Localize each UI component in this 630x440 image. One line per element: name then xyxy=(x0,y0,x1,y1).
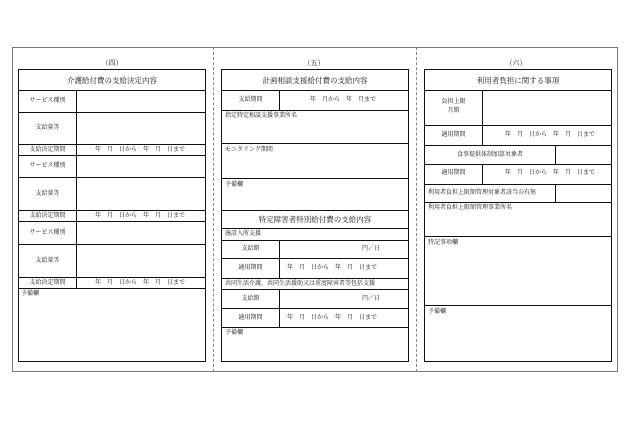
meal-provision-label: 食事提供体制加算対象者 xyxy=(456,151,523,158)
applicable-period-value: 年 月 日から 年 月 日まで xyxy=(505,169,596,176)
applicable-period-value: 年 月 日から 年 月 日まで xyxy=(505,131,596,138)
period-value: 年 月から 年 月まで xyxy=(310,96,377,103)
period-value: 年 月 日から 年 月 日まで xyxy=(95,212,186,219)
period-value: 年 月 日から 年 月 日まで xyxy=(95,279,186,286)
service-type-label: サービス種別 xyxy=(29,162,66,169)
remarks-label: 予備欄 xyxy=(21,290,40,297)
pay-amount-label: 支給額 xyxy=(241,295,260,302)
applicable-period-label: 適用期間 xyxy=(441,131,466,138)
remarks-label: 予備欄 xyxy=(225,181,244,188)
remarks-label: 予備欄 xyxy=(225,329,244,336)
period-label: 支給期間 xyxy=(238,96,263,103)
facility-support-label: 施設入所支援 xyxy=(225,230,262,237)
amount-label: 支給量等 xyxy=(35,124,60,131)
monthly-label: 月額 xyxy=(447,107,460,114)
monitoring-label: モニタリング期間 xyxy=(225,146,273,153)
panel-title: 計画相談支援給付費の支給内容 xyxy=(262,76,368,85)
limit-management-office-label: 利用者負担上限額管理事業所名 xyxy=(428,204,513,211)
panel-title: 介護給付費の支給決定内容 xyxy=(67,76,157,85)
yen-per-day: 円／日 xyxy=(362,245,381,252)
amount-label: 支給量等 xyxy=(35,257,60,264)
pay-amount-label: 支給額 xyxy=(241,245,260,252)
period-label: 支給決定期間 xyxy=(29,146,66,153)
user-burden-panel xyxy=(424,69,612,362)
period-label: 支給決定期間 xyxy=(29,279,66,286)
amount-label: 支給量等 xyxy=(35,190,60,197)
limit-label: 負担上限 xyxy=(441,98,466,105)
limit-management-flag-label: 利用者負担上限額管理対象者該当の有無 xyxy=(428,189,537,196)
applicable-period-value: 年 月 日から 年 月 日まで xyxy=(287,314,378,321)
period-value: 年 月 日から 年 月 日まで xyxy=(95,146,186,153)
section-title: 特定障害者特別給付費の支給内容 xyxy=(258,215,372,224)
column-heading-6: （六） xyxy=(505,59,527,67)
care-benefit-panel xyxy=(18,69,206,362)
panel-title: 利用者負担に関する事項 xyxy=(476,76,560,85)
group-home-label: 共同生活介護、共同生活援助又は重度障害者等包括支援 xyxy=(225,280,376,287)
designated-office-label: 指定特定相談支援事業所名 xyxy=(225,112,298,119)
column-heading-4: （四） xyxy=(101,59,123,67)
yen-per-day: 円／日 xyxy=(362,295,381,302)
remarks-label: 予備欄 xyxy=(428,308,447,315)
column-heading-5: （五） xyxy=(303,59,325,67)
applicable-period-label: 適用期間 xyxy=(238,264,263,271)
plan-consult-panel xyxy=(221,69,409,362)
service-type-label: サービス種別 xyxy=(29,97,66,104)
period-label: 支給決定期間 xyxy=(29,212,66,219)
applicable-period-value: 年 月 日から 年 月 日まで xyxy=(287,264,378,271)
applicable-period-label: 適用期間 xyxy=(441,169,466,176)
applicable-period-label: 適用期間 xyxy=(238,314,263,321)
special-notes-label: 特記事項欄 xyxy=(428,239,459,246)
fold-line-right xyxy=(416,47,417,372)
fold-line-left xyxy=(213,47,214,372)
service-type-label: サービス種別 xyxy=(29,229,66,236)
